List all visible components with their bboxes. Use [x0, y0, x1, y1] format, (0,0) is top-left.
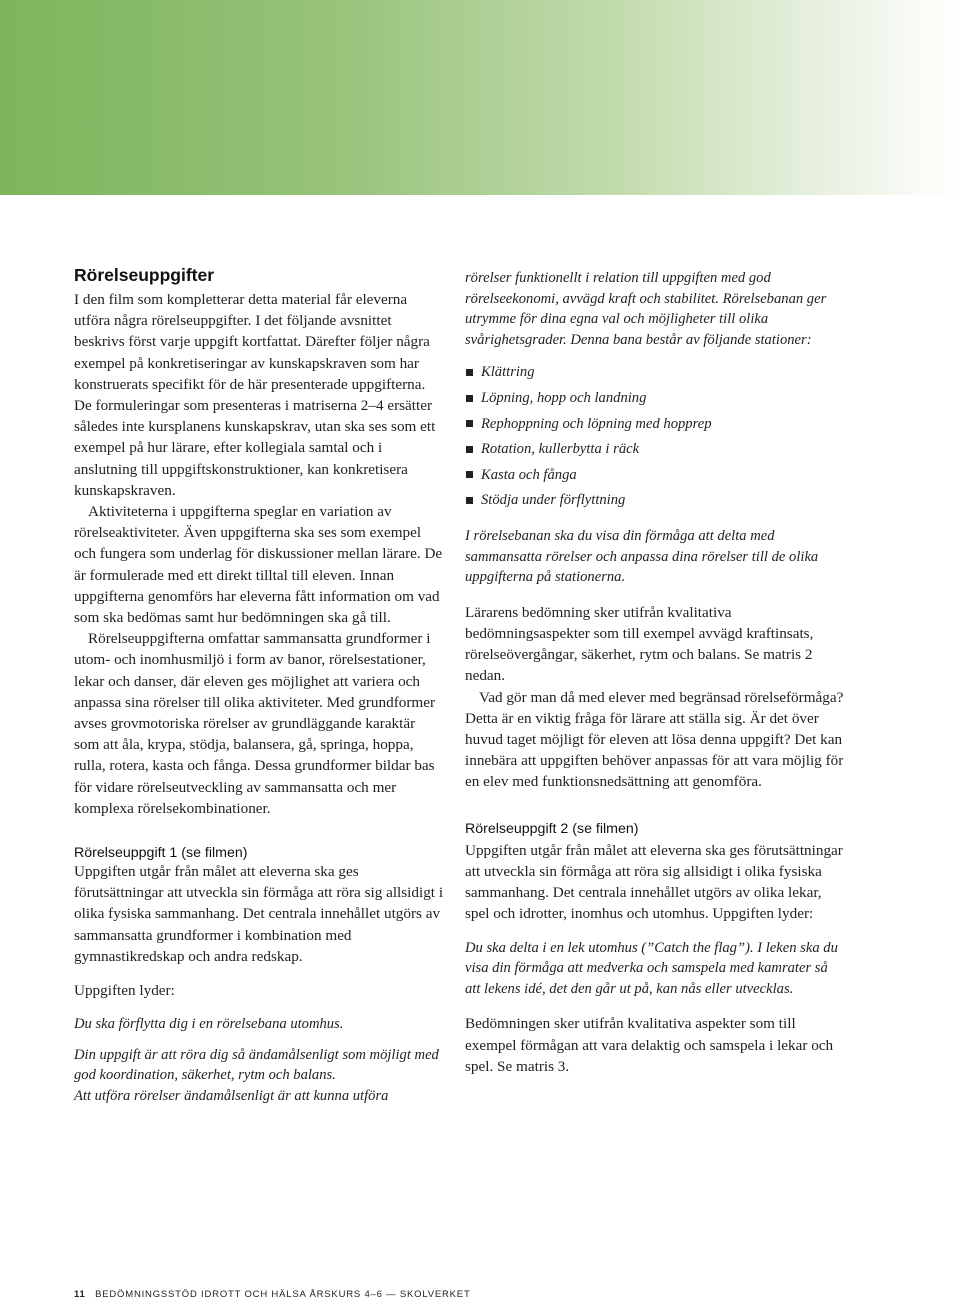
task2-heading: Rörelseuppgift 2 (se filmen): [465, 820, 639, 837]
task2-description: Uppgiften utgår från målet att eleverna ska ges förutsättningar att utveckla sin förmåga att röra sig allsidigt i olika fysiska sammanhang. Det centrala innehållet utgörs av olika lekar, spel och idrotter, inomhus och utomhus. Uppgiften lyder:: [465, 841, 843, 923]
disability-paragraph: Vad gör man då med elever med begränsad rörelseförmåga? Detta är en viktig fråga för lärare att ställa sig. Är det över huvud taget möjligt för eleven att lösa denna uppgift? Det kan innebära att uppgiften behöver anpassas för att vara möjlig för en elev med funktionsnedsättning att genomföra.: [465, 688, 844, 791]
station-item: Klättring: [465, 360, 845, 386]
task1-instruction-end: I rörelsebanan ska du visa din förmåga att delta med sammansatta rörelser och anpassa dina rörelser till de olika uppgifterna på stationerna.: [465, 527, 819, 586]
activities-paragraph: Aktiviteterna i uppgifterna speglar en variation av rörelseaktiviteter. Även uppgifterna ska ses som exempel och fungera som underlag för diskussioner mellan lärare. De är formulerade med ett direkt tilltal till eleven. Innan uppgifterna genomförs har eleverna fått information om vad som ska bedömas samt hur bedömningen ska gå till.: [74, 503, 443, 627]
right-column: [465, 268, 845, 1077]
square-bullet-icon: [466, 497, 473, 504]
square-bullet-icon: [466, 395, 473, 402]
task2-instruction: Du ska delta i en lek utomhus (”Catch the flag”). I leken ska du visa din förmåga att medverka och samspela med kamrater så att lekens idé, det den går ut på, kan nås eller utvecklas.: [465, 939, 838, 997]
section-heading: Rörelseuppgifter: [74, 265, 215, 285]
page-number: 11: [74, 1289, 86, 1300]
header-banner: [0, 0, 960, 195]
grundformer-paragraph: Rörelseuppgifterna omfattar sammansatta grundformer i utom- och inomhusmiljö i form av banor, rörelsestationer, lekar och danser, där eleven ges möjlighet att variera och anpassa sina rörelser till olika aktiviteter. Med grundformer avses grovmotoriska rörelser av grundläggande karaktär som att åla, krypa, stödja, balansera, gå, springa, hoppa, rulla, rotera, kasta och fånga. Dessa grundformer bildar bas för vidare rörelseutveckling av sammansatta och mer komplexa rörelsekombinationer.: [74, 630, 436, 817]
footer-text: BEDÖMNINGSSTÖD IDROTT OCH HÄLSA ÅRSKURS 4–6 — SKOLVERKET: [95, 1289, 471, 1300]
task1-description: Uppgiften utgår från målet att eleverna ska ges förutsättningar att utveckla sin förmåga att röra sig allsidigt i olika fysiska sammanhang. Det centrala innehållet utgörs av sammansatta grundformer i kombination med gymnastikredskap och andra redskap.: [74, 863, 444, 965]
station-item: Löpning, hopp och landning: [465, 386, 845, 412]
station-item: Rotation, kullerbytta i räck: [465, 437, 845, 463]
station-item: Rephoppning och löpning med hopprep: [465, 412, 845, 438]
task1-definition-cont: rörelser funktionellt i relation till uppgiften med god rörelseekonomi, avvägd kraft och stabilitet. Rörelsebanan ger utrymme för dina egna val och möjligheter till olika svårighetsgrader. Denna bana består av följande stationer:: [465, 270, 827, 348]
square-bullet-icon: [466, 420, 473, 427]
station-item: Kasta och fånga: [465, 463, 845, 489]
task1-definition-start: Att utföra rörelser ändamålsenligt är att kunna utföra: [74, 1088, 389, 1105]
task2-assessment: Bedömningen sker utifrån kvalitativa aspekter som till exempel förmågan att vara delaktig och samspela i lekar och spel. Se matris 3.: [465, 1015, 834, 1075]
square-bullet-icon: [466, 471, 473, 478]
square-bullet-icon: [466, 446, 473, 453]
left-column: [74, 265, 444, 1107]
assessment-paragraph: Lärarens bedömning sker utifrån kvalitativa bedömningsaspekter som till exempel avvägd kraftinsats, rörelseövergångar, säkerhet, rytm och balans. Se matris 2 nedan.: [465, 603, 814, 685]
page-footer: [74, 1289, 471, 1300]
task1-intro: Uppgiften lyder:: [74, 982, 175, 1000]
task1-heading: Rörelseuppgift 1 (se filmen): [74, 845, 248, 862]
station-item: Stödja under förflyttning: [465, 488, 845, 514]
stations-list: [465, 360, 845, 514]
task1-goal: Din uppgift är att röra dig så ändamålsenligt som möjligt med god koordination, säkerhet, rytm och balans.: [74, 1046, 439, 1084]
square-bullet-icon: [466, 369, 473, 376]
intro-paragraph: I den film som kompletterar detta material får eleverna utföra några rörelseuppgifter. I det följande avsnittet beskrivs först varje uppgift kortfattat. Därefter följer några exempel på konkretiseringar av kunskapskraven som har konstruerats specifikt för de här presenterade uppgifterna. De formuleringar som presenteras i matriserna 2–4 ersätter således inte kursplanens kunskapskrav, utan ska ses som ett exempel på hur lärare, efter kollegiala samtal och i anslutning till uppgiftskonstruktioner, kan konkretisera kunskapskraven.: [74, 291, 436, 499]
task1-instruction: Du ska förflytta dig i en rörelsebana utomhus.: [74, 1016, 344, 1033]
